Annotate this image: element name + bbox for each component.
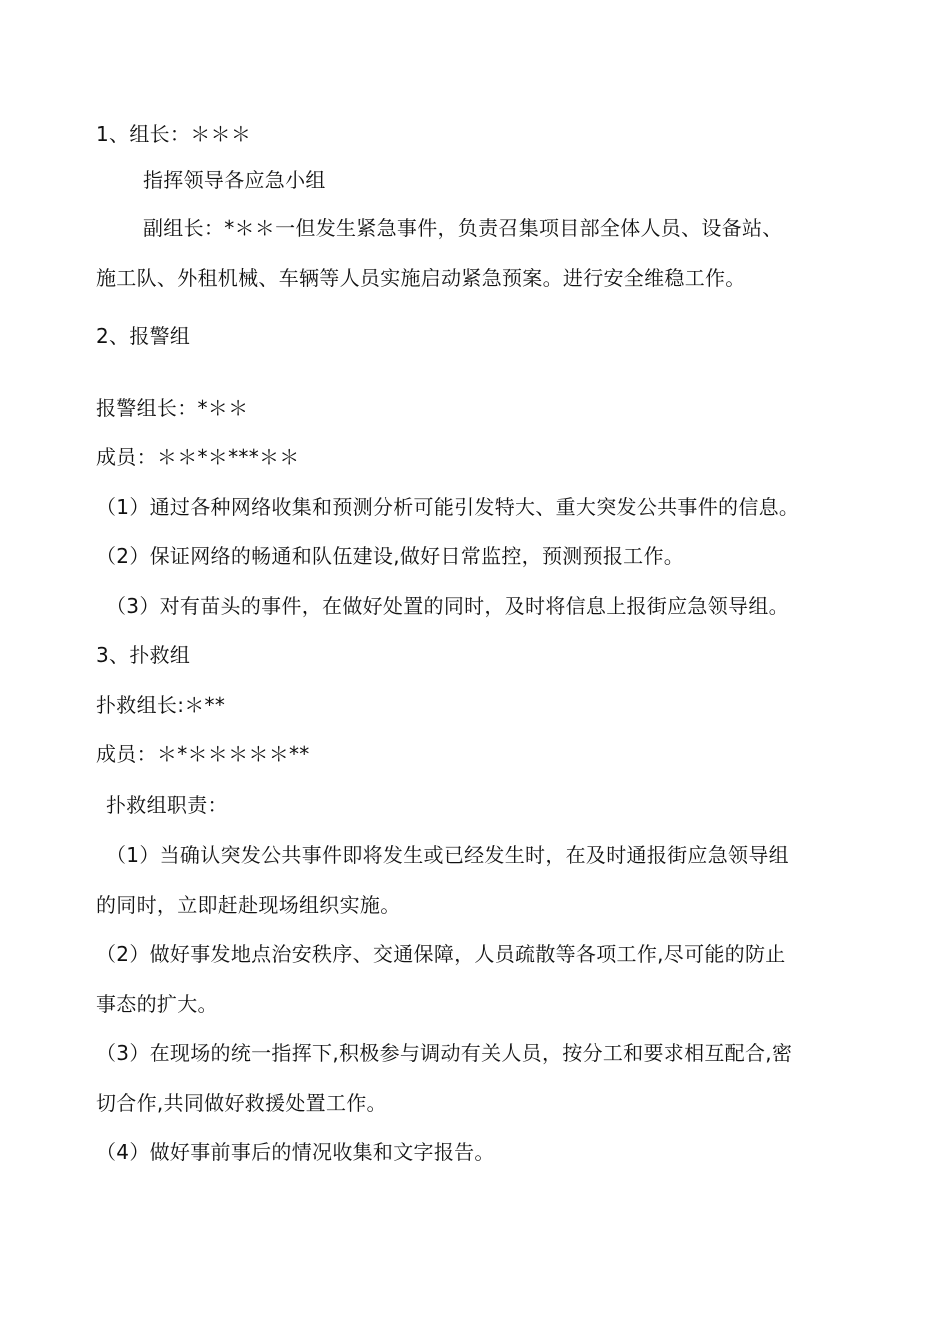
text-rescue-duty-1: （1）当确认突发公共事件即将发生或已经发生时，在及时通报街应急领导组	[106, 843, 789, 867]
text-alarm-leader: 报警组长：*＊＊	[96, 396, 249, 420]
heading-rescue-group: 3、扑救组	[96, 643, 191, 667]
text-rescue-duty-2-cont: 事态的扩大。	[96, 992, 218, 1016]
text-alarm-duty-3: （3）对有苗头的事件，在做好处置的同时，及时将信息上报街应急领导组。	[106, 594, 789, 618]
text-deputy-leader-cont: 施工队、外租机械、车辆等人员实施启动紧急预案。进行安全维稳工作。	[96, 266, 746, 290]
text-leader-duty: 指挥领导各应急小组	[143, 168, 326, 192]
heading-alarm-group: 2、报警组	[96, 324, 191, 348]
text-rescue-duty-2: （2）做好事发地点治安秩序、交通保障，人员疏散等各项工作,尽可能的防止	[96, 942, 786, 966]
text-deputy-leader: 副组长：*＊＊一但发生紧急事件，负责召集项目部全体人员、设备站、	[143, 216, 783, 240]
text-alarm-duty-2: （2）保证网络的畅通和队伍建设,做好日常监控，预测预报工作。	[96, 544, 685, 568]
text-rescue-duty-4: （4）做好事前事后的情况收集和文字报告。	[96, 1140, 495, 1164]
text-rescue-duty-3-cont: 切合作,共同做好救援处置工作。	[96, 1091, 387, 1115]
heading-group-leader: 1、组长：＊＊＊	[96, 122, 252, 146]
text-rescue-duty-1-cont: 的同时，立即赶赴现场组织实施。	[96, 893, 401, 917]
text-rescue-leader: 扑救组长:＊**	[96, 693, 226, 717]
text-rescue-duty-3: （3）在现场的统一指挥下,积极参与调动有关人员，按分工和要求相互配合,密	[96, 1041, 793, 1065]
text-rescue-members: 成员：＊*＊＊＊＊＊**	[96, 742, 310, 766]
text-rescue-duties-title: 扑救组职责：	[106, 793, 228, 817]
text-alarm-duty-1: （1）通过各种网络收集和预测分析可能引发特大、重大突发公共事件的信息。	[96, 495, 800, 519]
text-alarm-members: 成员：＊＊*＊***＊＊	[96, 445, 300, 469]
